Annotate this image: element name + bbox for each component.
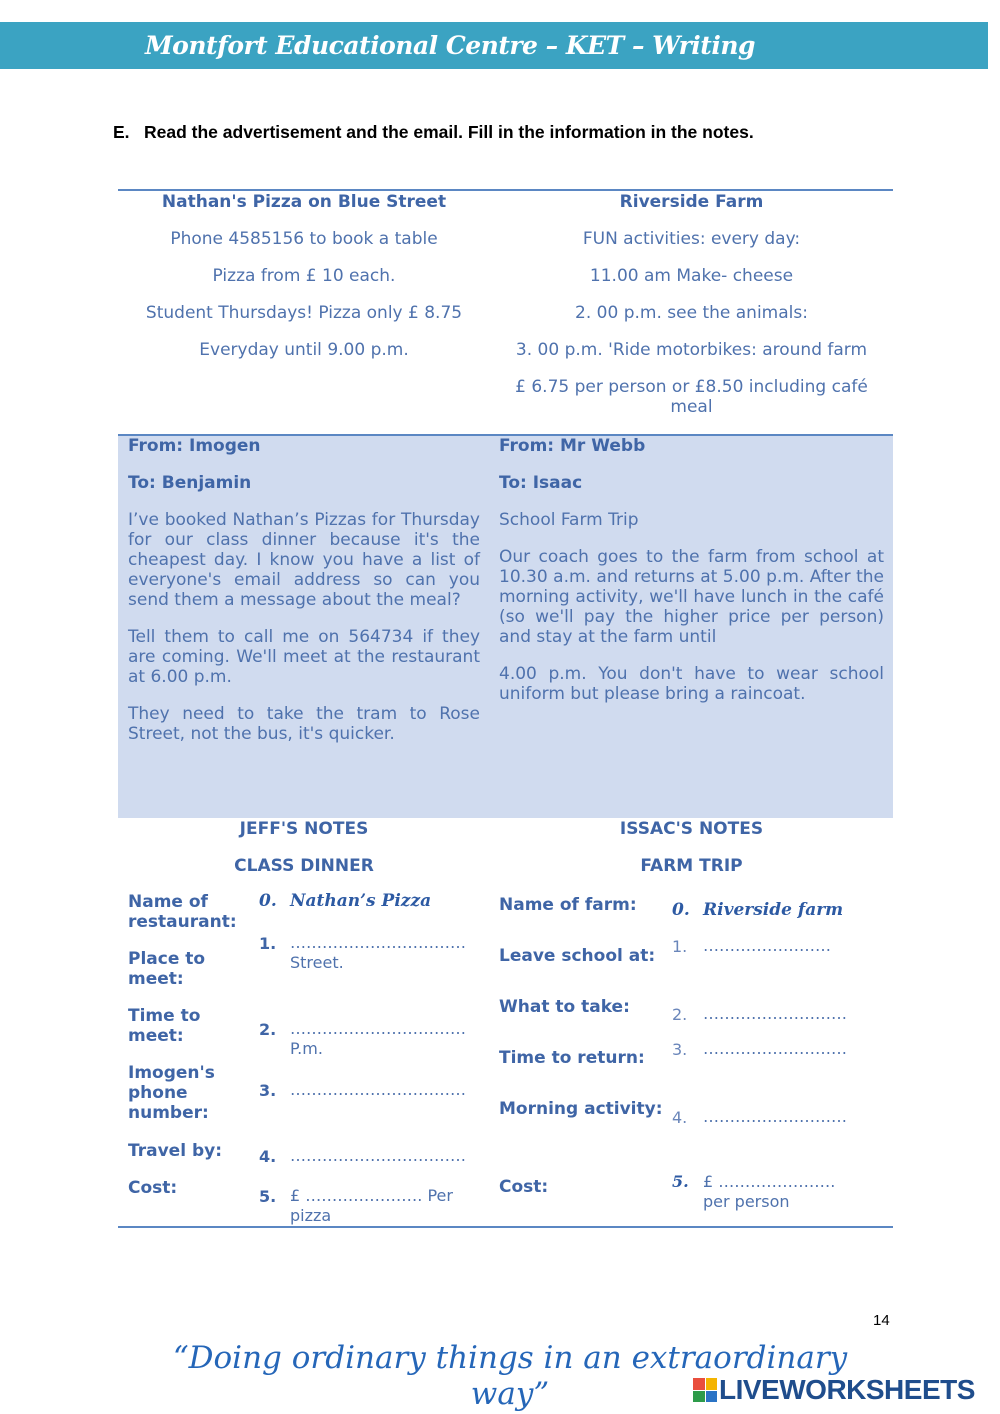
question-number: 1.: [259, 934, 277, 953]
question-number: 2.: [672, 1005, 688, 1024]
label-name-of-farm: Name of farm:: [499, 895, 637, 915]
liveworksheets-brand[interactable]: [693, 1375, 993, 1405]
label-time-to-meet: Time to meet:: [128, 1006, 201, 1046]
answer-blank-4[interactable]: ………………………: [703, 1107, 847, 1126]
label-leave-school-at: Leave school at:: [499, 946, 656, 966]
blank-suffix: Street.: [290, 953, 344, 972]
instruction: [113, 122, 913, 143]
answer-blank-5[interactable]: [703, 1172, 873, 1212]
question-number: 3.: [259, 1081, 277, 1100]
email-right-from: From: Mr Webb: [499, 436, 646, 456]
ad-left-title: Nathan's Pizza on Blue Street: [161, 192, 447, 212]
blank-dots: ……………………………: [290, 933, 466, 952]
label-travel-by: Travel by:: [128, 1141, 222, 1161]
notes-left-subheading: CLASS DINNER: [234, 856, 374, 876]
ad-right-title: Riverside Farm: [619, 192, 764, 212]
label-morning-activity: Morning activity:: [499, 1099, 663, 1119]
ad-right-line: £ 6.75 per person or £8.50 including café meal: [515, 377, 868, 417]
ad-nathans-pizza: [128, 192, 480, 360]
question-number: 4.: [259, 1147, 277, 1166]
instruction-letter: E.: [113, 122, 130, 142]
ad-right-line: 2. 00 p.m. see the animals:: [575, 303, 808, 323]
jeffs-notes-header: [128, 819, 480, 876]
instruction-text: Read the advertisement and the email. Fill in the information in the notes.: [144, 122, 754, 142]
ad-left-line: Phone 4585156 to book a table: [170, 229, 438, 249]
email-left-paragraph: They need to take the tram to Rose Street, not the bus, it's quicker.: [128, 704, 480, 744]
notes-right-subheading: FARM TRIP: [640, 856, 743, 876]
email-mr-webb: [499, 436, 884, 704]
email-right-paragraph: 4.00 p.m. You don't have to wear school uniform but please bring a raincoat.: [499, 664, 884, 704]
ad-right-line: 3. 00 p.m. 'Ride motorbikes: around farm: [515, 340, 868, 360]
email-right-to: To: Isaac: [499, 473, 583, 493]
footer-quote: “Doing ordinary things in an extraordinary way”: [172, 1340, 848, 1412]
answer-blank-4[interactable]: [290, 1146, 485, 1166]
question-number: 5.: [672, 1172, 689, 1191]
example-number: 0.: [259, 891, 277, 911]
header-title: Montfort Educational Centre – KET – Writing: [145, 31, 755, 60]
email-left-paragraph: Tell them to call me on 564734 if they are coming. We'll meet at the restaurant at 6.00 p.m.: [128, 627, 480, 687]
answer-blank-5[interactable]: £ …………………. Per pizza: [290, 1186, 453, 1225]
question-number: 4.: [672, 1108, 688, 1127]
email-right-paragraph: Our coach goes to the farm from school at 10.30 a.m. and returns at 5.00 p.m. After the morning activity, we'll have lunch in the café (so we'll pay the higher price per person) and stay at the farm until: [499, 547, 884, 647]
question-number: 1.: [672, 937, 688, 956]
label-name-of-restaurant: Name of restaurant:: [128, 892, 237, 932]
email-left-paragraph: I’ve booked Nathan’s Pizzas for Thursday for our class dinner because it's the cheapest day. I know you have a list of everyone's email address so can you send them a message about the meal?: [128, 510, 480, 610]
example-answer: Nathan’s Pizza: [290, 891, 432, 911]
issacs-notes-header: [499, 819, 884, 876]
label-what-to-take: What to take:: [499, 997, 630, 1017]
question-number: 2.: [259, 1020, 277, 1039]
email-left-from: From: Imogen: [128, 436, 261, 456]
ad-left-line: Pizza from £ 10 each.: [212, 266, 396, 286]
email-right-subject: School Farm Trip: [499, 510, 639, 530]
example-number: 0.: [672, 900, 690, 920]
answer-blank-1[interactable]: ……………………: [703, 936, 831, 955]
ad-left-line: Student Thursdays! Pizza only £ 8.75: [145, 303, 463, 323]
notes-left-heading: JEFF'S NOTES: [239, 819, 369, 839]
liveworksheets-logo-icon: [693, 1378, 717, 1402]
email-imogen: [128, 436, 480, 744]
label-time-to-return: Time to return:: [499, 1048, 645, 1068]
blank-dots: £ ………………….: [703, 1172, 836, 1191]
table-top-rule: [118, 189, 893, 191]
liveworksheets-wordmark: LIVEWORKSHEETS: [719, 1374, 975, 1405]
answer-blank-2[interactable]: [290, 1019, 485, 1059]
blank-suffix: per person: [703, 1192, 790, 1211]
label-cost: Cost:: [499, 1177, 549, 1197]
email-left-to: To: Benjamin: [128, 473, 252, 493]
blank-dots: ……………………………: [290, 1146, 466, 1165]
ad-riverside-farm: [499, 192, 884, 417]
blank-dots: ……………………………: [290, 1019, 466, 1038]
label-place-to-meet: Place to meet:: [128, 949, 206, 989]
answer-blank-2[interactable]: ………………………: [703, 1004, 847, 1023]
blank-dots: ……………………………: [290, 1080, 466, 1099]
blank-suffix: P.m.: [290, 1039, 323, 1058]
label-cost: Cost:: [128, 1178, 178, 1198]
ad-right-line: 11.00 am Make- cheese: [589, 266, 794, 286]
label-phone-number: Imogen's phone number:: [128, 1063, 215, 1123]
answer-blank-3[interactable]: [290, 1080, 485, 1100]
table-bottom-rule: [118, 1226, 893, 1228]
ad-left-line: Everyday until 9.00 p.m.: [199, 340, 409, 360]
answer-blank-3[interactable]: ………………………: [703, 1039, 847, 1058]
answer-blank-1[interactable]: [290, 933, 485, 973]
notes-right-heading: ISSAC'S NOTES: [619, 819, 764, 839]
ad-right-line: FUN activities: every day:: [582, 229, 801, 249]
example-answer: Riverside farm: [703, 900, 844, 920]
question-number: 5.: [259, 1187, 277, 1206]
question-number: 3.: [672, 1040, 688, 1059]
page-number: 14: [873, 1312, 890, 1329]
